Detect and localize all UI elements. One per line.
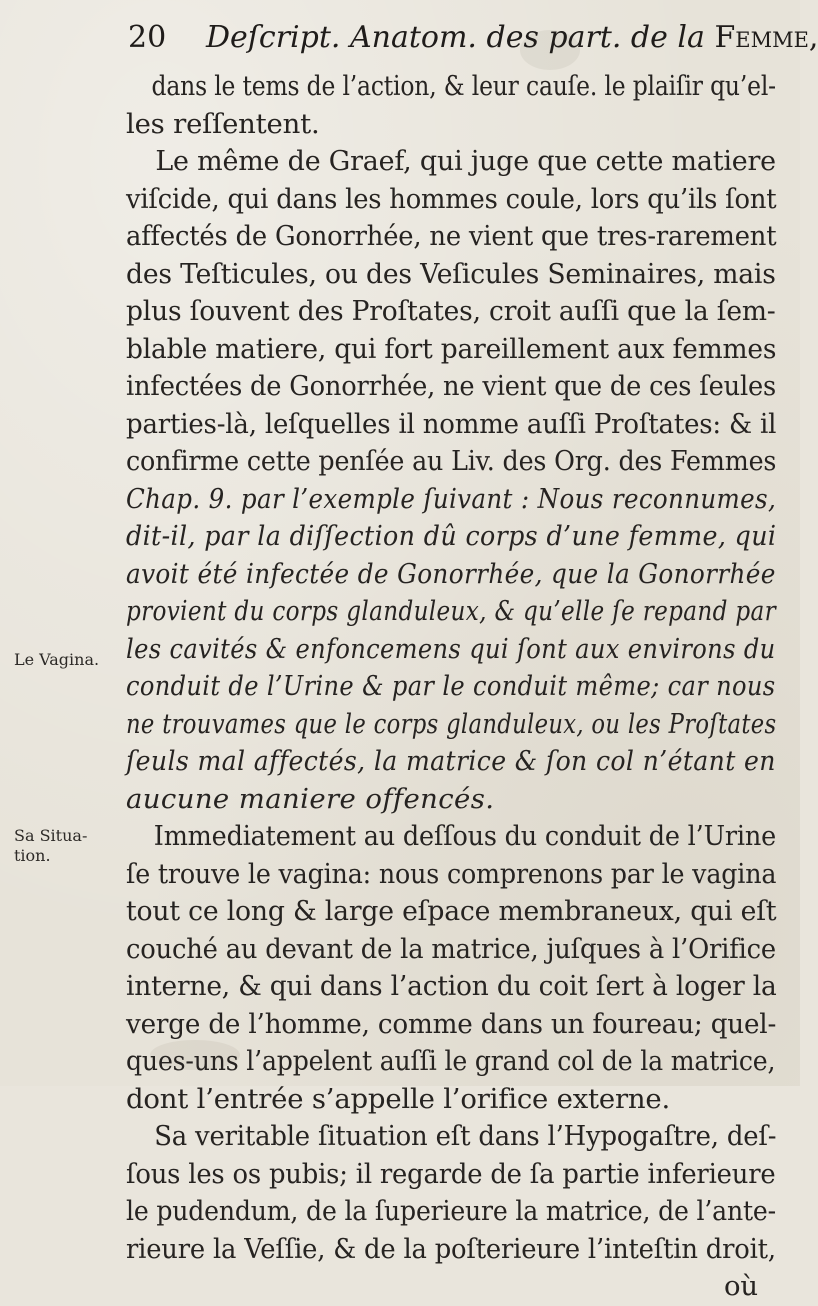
page-number: 20	[128, 20, 167, 55]
margin-note-situation-line: Sa Situa-	[14, 826, 88, 845]
text-line: tout ce long & large eſpace membraneux, qui eſt	[126, 895, 777, 927]
paragraph-start: Le même de Graef, qui juge que cette matiere	[155, 145, 776, 177]
text-line: infectées de Gonorrhée, ne vient que de ces ſeules	[126, 370, 777, 402]
text-line: dans le tems de l’action, & leur cauſe. le plaiſir qu’el-	[151, 70, 776, 102]
text-line: le pudendum, de la ſuperieure la matrice, de l’ante-	[126, 1195, 776, 1227]
running-title: Deſcript. Anatom. des part. de la	[206, 20, 715, 55]
text-line: interne, & qui dans l’action du coit ſert à loger la	[126, 970, 777, 1002]
text-line: couché au devant de la matrice, juſques à l’Orifice	[126, 932, 776, 965]
margin-note-situation	[14, 826, 87, 866]
running-title-caps: Femme,	[714, 20, 818, 55]
text-line: dont l’entrée s’appelle l’orifice externe.	[126, 1082, 671, 1115]
margin-note-vagina: Le Vagina.	[14, 650, 100, 669]
text-line: des Teſticules, ou des Veſicules Seminaires, mais	[126, 257, 776, 290]
quoted-line: conduit de l’Urine & par le conduit même; car nous	[126, 670, 776, 702]
text-line: ſous les os pubis; il regarde de ſa partie inferieure	[126, 1157, 776, 1190]
quoted-line: aucune maniere offencés.	[126, 782, 495, 815]
catchword: où	[724, 1270, 758, 1302]
running-header	[128, 18, 818, 58]
text-line: rieure la Veſſie, & de la poſterieure l’inteſtin droit,	[126, 1232, 776, 1265]
quoted-line: ne trouvames que le corps glanduleux, ou les Proſtates	[126, 707, 777, 740]
text-line: viſcide, qui dans les hommes coule, lors qu’ils ſont	[126, 182, 777, 215]
body-text	[126, 68, 776, 1306]
quoted-line: avoit été infectée de Gonorrhée, que la Gonorrhée	[126, 557, 776, 590]
text-line: affectés de Gonorrhée, ne vient que tres-rarement	[126, 220, 777, 252]
quoted-line: les cavités & enfoncemens qui ſont aux environs du	[126, 632, 776, 665]
quoted-line: provient du corps glanduleux, & qu’elle ſe repand par	[126, 595, 777, 627]
text-line: plus ſouvent des Proſtates, croit auſſi que la ſem-	[126, 295, 776, 327]
paragraph-start: Immediatement au deſſous du conduit de l’Urine	[153, 820, 776, 852]
text-line: confirme cette penſée au Liv. des Org. des Femmes	[126, 445, 777, 477]
text-line: blable matiere, qui fort pareillement aux femmes	[126, 332, 777, 365]
paragraph-start: Sa veritable ſituation eſt dans l’Hypogaſtre, deſ-	[154, 1120, 777, 1152]
text-line: les reſſentent.	[126, 107, 320, 140]
text-line: ques-uns l’appelent auſſi le grand col de la matrice,	[126, 1045, 776, 1077]
margin-note-situation-line: tion.	[14, 846, 51, 865]
text-line: parties-là, leſquelles il nomme auſſi Proſtates: & il	[126, 407, 777, 440]
quoted-line: ſeuls mal affectés, la matrice & ſon col n’étant en	[126, 745, 776, 777]
text-line: verge de l’homme, comme dans un foureau; quel-	[126, 1007, 777, 1040]
quoted-line: dit-il, par la diſſection dû corps d’une femme, qui	[126, 520, 777, 552]
text-line: ſe trouve le vagina: nous comprenons par le vagina	[126, 857, 777, 890]
quoted-line: Chap. 9. par l’exemple ſuivant : Nous reconnumes,	[126, 482, 777, 515]
